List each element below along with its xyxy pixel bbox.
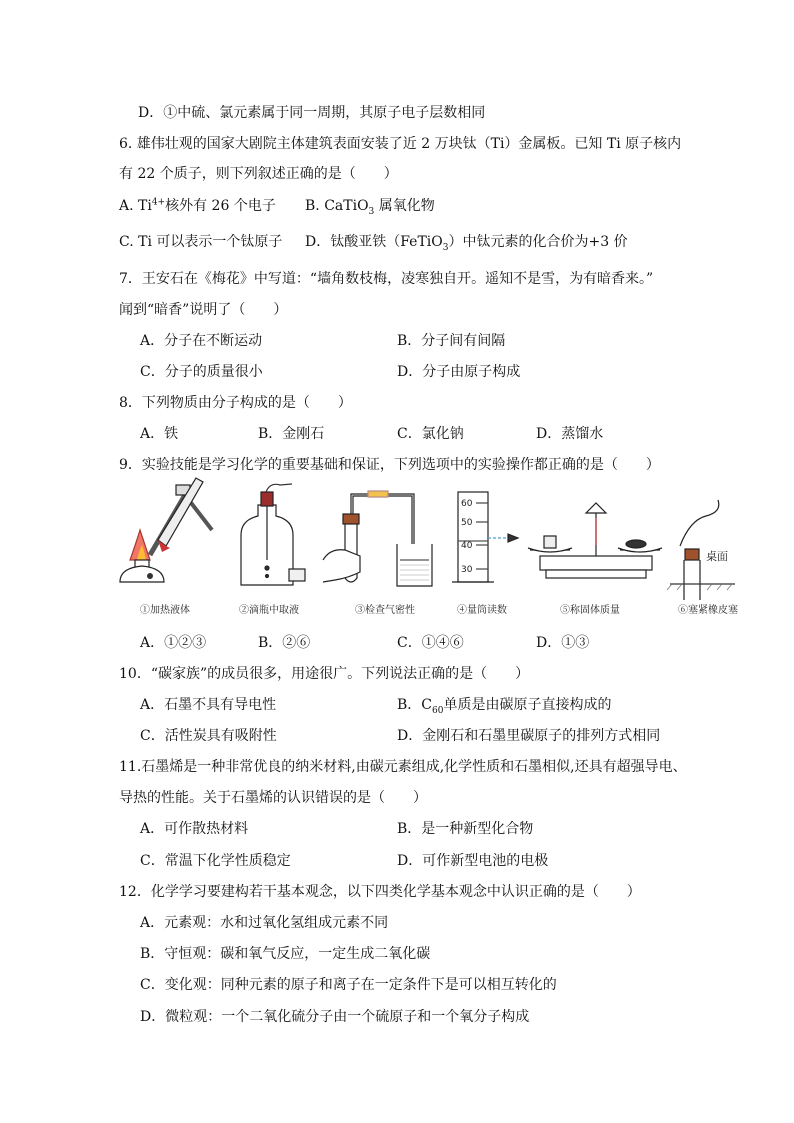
q9-caption-1: ①加热液体 — [140, 605, 190, 616]
q8-option-b: B．金刚石 — [258, 426, 325, 442]
desk-label: 桌面 — [706, 550, 728, 563]
q12-option-b: B．守恒观：碳和氧气反应，一定生成二氧化碳 — [140, 946, 431, 962]
q11-option-d: D．可作新型电池的电极 — [397, 853, 549, 869]
q6-stem-line1: 6. 雄伟壮观的国家大剧院主体建筑表面安装了近 2 万块钛（Ti）金属板。已知 Ti 原子核内 — [119, 136, 682, 152]
q11-option-b: B．是一种新型化合物 — [397, 821, 534, 837]
q9-caption-5: ⑤称固体质量 — [560, 605, 620, 616]
q8-stem: 8．下列物质由分子构成的是（ ） — [119, 395, 352, 411]
q11-option-a: A．可作散热材料 — [140, 821, 249, 837]
q7-option-c: C．分子的质量很小 — [140, 364, 263, 380]
q9-option-b: B．②⑥ — [258, 635, 311, 651]
q10-option-d: D．金刚石和石墨里碳原子的排列方式相同 — [397, 728, 661, 744]
cylinder-tick-60: 60 — [461, 499, 473, 509]
q6-option-a: A. $Ti^{4+}$核外有 26 个电子 — [119, 197, 276, 214]
q5-option-d: D．①中硫、氯元素属于同一周期，其原子电子层数相同 — [138, 105, 486, 121]
q9-caption-6: ⑥塞紧橡皮塞 — [678, 605, 738, 616]
cylinder-tick-40: 40 — [461, 541, 473, 551]
q6-stem-line2: 有 22 个质子，则下列叙述正确的是（ ） — [119, 166, 398, 182]
graduated-cylinder-illustration — [452, 492, 518, 582]
q10-option-b: B．$C_{60}$单质是由碳原子直接构成的 — [397, 697, 612, 716]
q12-option-a: A．元素观：水和过氧化氢组成元素不同 — [140, 915, 389, 931]
q7-stem-line2: 闻到“暗香”说明了（ ） — [119, 302, 288, 318]
q7-stem-line1: 7．王安石在《梅花》中写道：“墙角数枝梅，凌寒独自开。遥知不是雪，为有暗香来。” — [119, 271, 654, 287]
cylinder-tick-30: 30 — [461, 565, 473, 575]
q7-option-d: D．分子由原子构成 — [397, 364, 521, 380]
q8-option-c: C．氯化钠 — [397, 426, 464, 442]
q11-stem-line2: 导热的性能。关于石墨烯的认识错误的是（ ） — [119, 790, 427, 806]
q9-option-a: A．①②③ — [140, 635, 207, 651]
q10-option-c: C．活性炭具有吸附性 — [140, 728, 277, 744]
balance-illustration — [528, 503, 662, 578]
stopper-illustration — [667, 500, 735, 600]
q7-option-b: B．分子间有间隔 — [397, 333, 506, 349]
q9-caption-2: ②滴瓶中取液 — [239, 605, 299, 616]
cylinder-tick-50: 50 — [461, 518, 473, 528]
q9-caption-4: ④量筒读数 — [457, 605, 507, 616]
q8-option-a: A．铁 — [140, 426, 179, 442]
airtightness-check-illustration — [323, 491, 432, 586]
q12-option-d: D．微粒观：一个二氧化硫分子由一个硫原子和一个氧分子构成 — [140, 1009, 530, 1025]
q12-stem: 12．化学学习要建构若干基本观念，以下四类化学基本观念中认识正确的是（ ） — [119, 884, 641, 900]
q12-option-c: C．变化观：同种元素的原子和离子在一定条件下是可以相互转化的 — [140, 977, 557, 993]
q6-option-b: B. CaTiO$_3$ 属氧化物 — [305, 198, 435, 217]
q11-option-c: C．常温下化学性质稳定 — [140, 853, 291, 869]
q8-option-d: D．蒸馏水 — [536, 426, 604, 442]
q11-stem-line1: 11.石墨烯是一种非常优良的纳米材料,由碳元素组成,化学性质和石墨相似,还具有超强导电、 — [119, 759, 687, 775]
q9-option-c: C．①④⑥ — [397, 635, 464, 651]
q9-stem: 9．实验技能是学习化学的重要基础和保证，下列选项中的实验操作都正确的是（ ） — [119, 457, 660, 473]
q7-option-a: A．分子在不断运动 — [140, 333, 263, 349]
q9-caption-3: ③检查气密性 — [355, 605, 415, 616]
heating-liquid-illustration — [120, 478, 212, 582]
dropper-bottle-illustration — [241, 484, 305, 585]
q6-option-c: C. Ti 可以表示一个钛原子 — [119, 234, 283, 250]
q10-stem: 10．“碳家族”的成员很多，用途很广。下列说法正确的是（ ） — [119, 666, 530, 682]
q9-option-d: D．①③ — [536, 635, 590, 651]
q6-option-d: D．钛酸亚铁（FeTiO$_3$）中钛元素的化合价为+3 价 — [305, 234, 628, 253]
q10-option-a: A．石墨不具有导电性 — [140, 697, 277, 713]
